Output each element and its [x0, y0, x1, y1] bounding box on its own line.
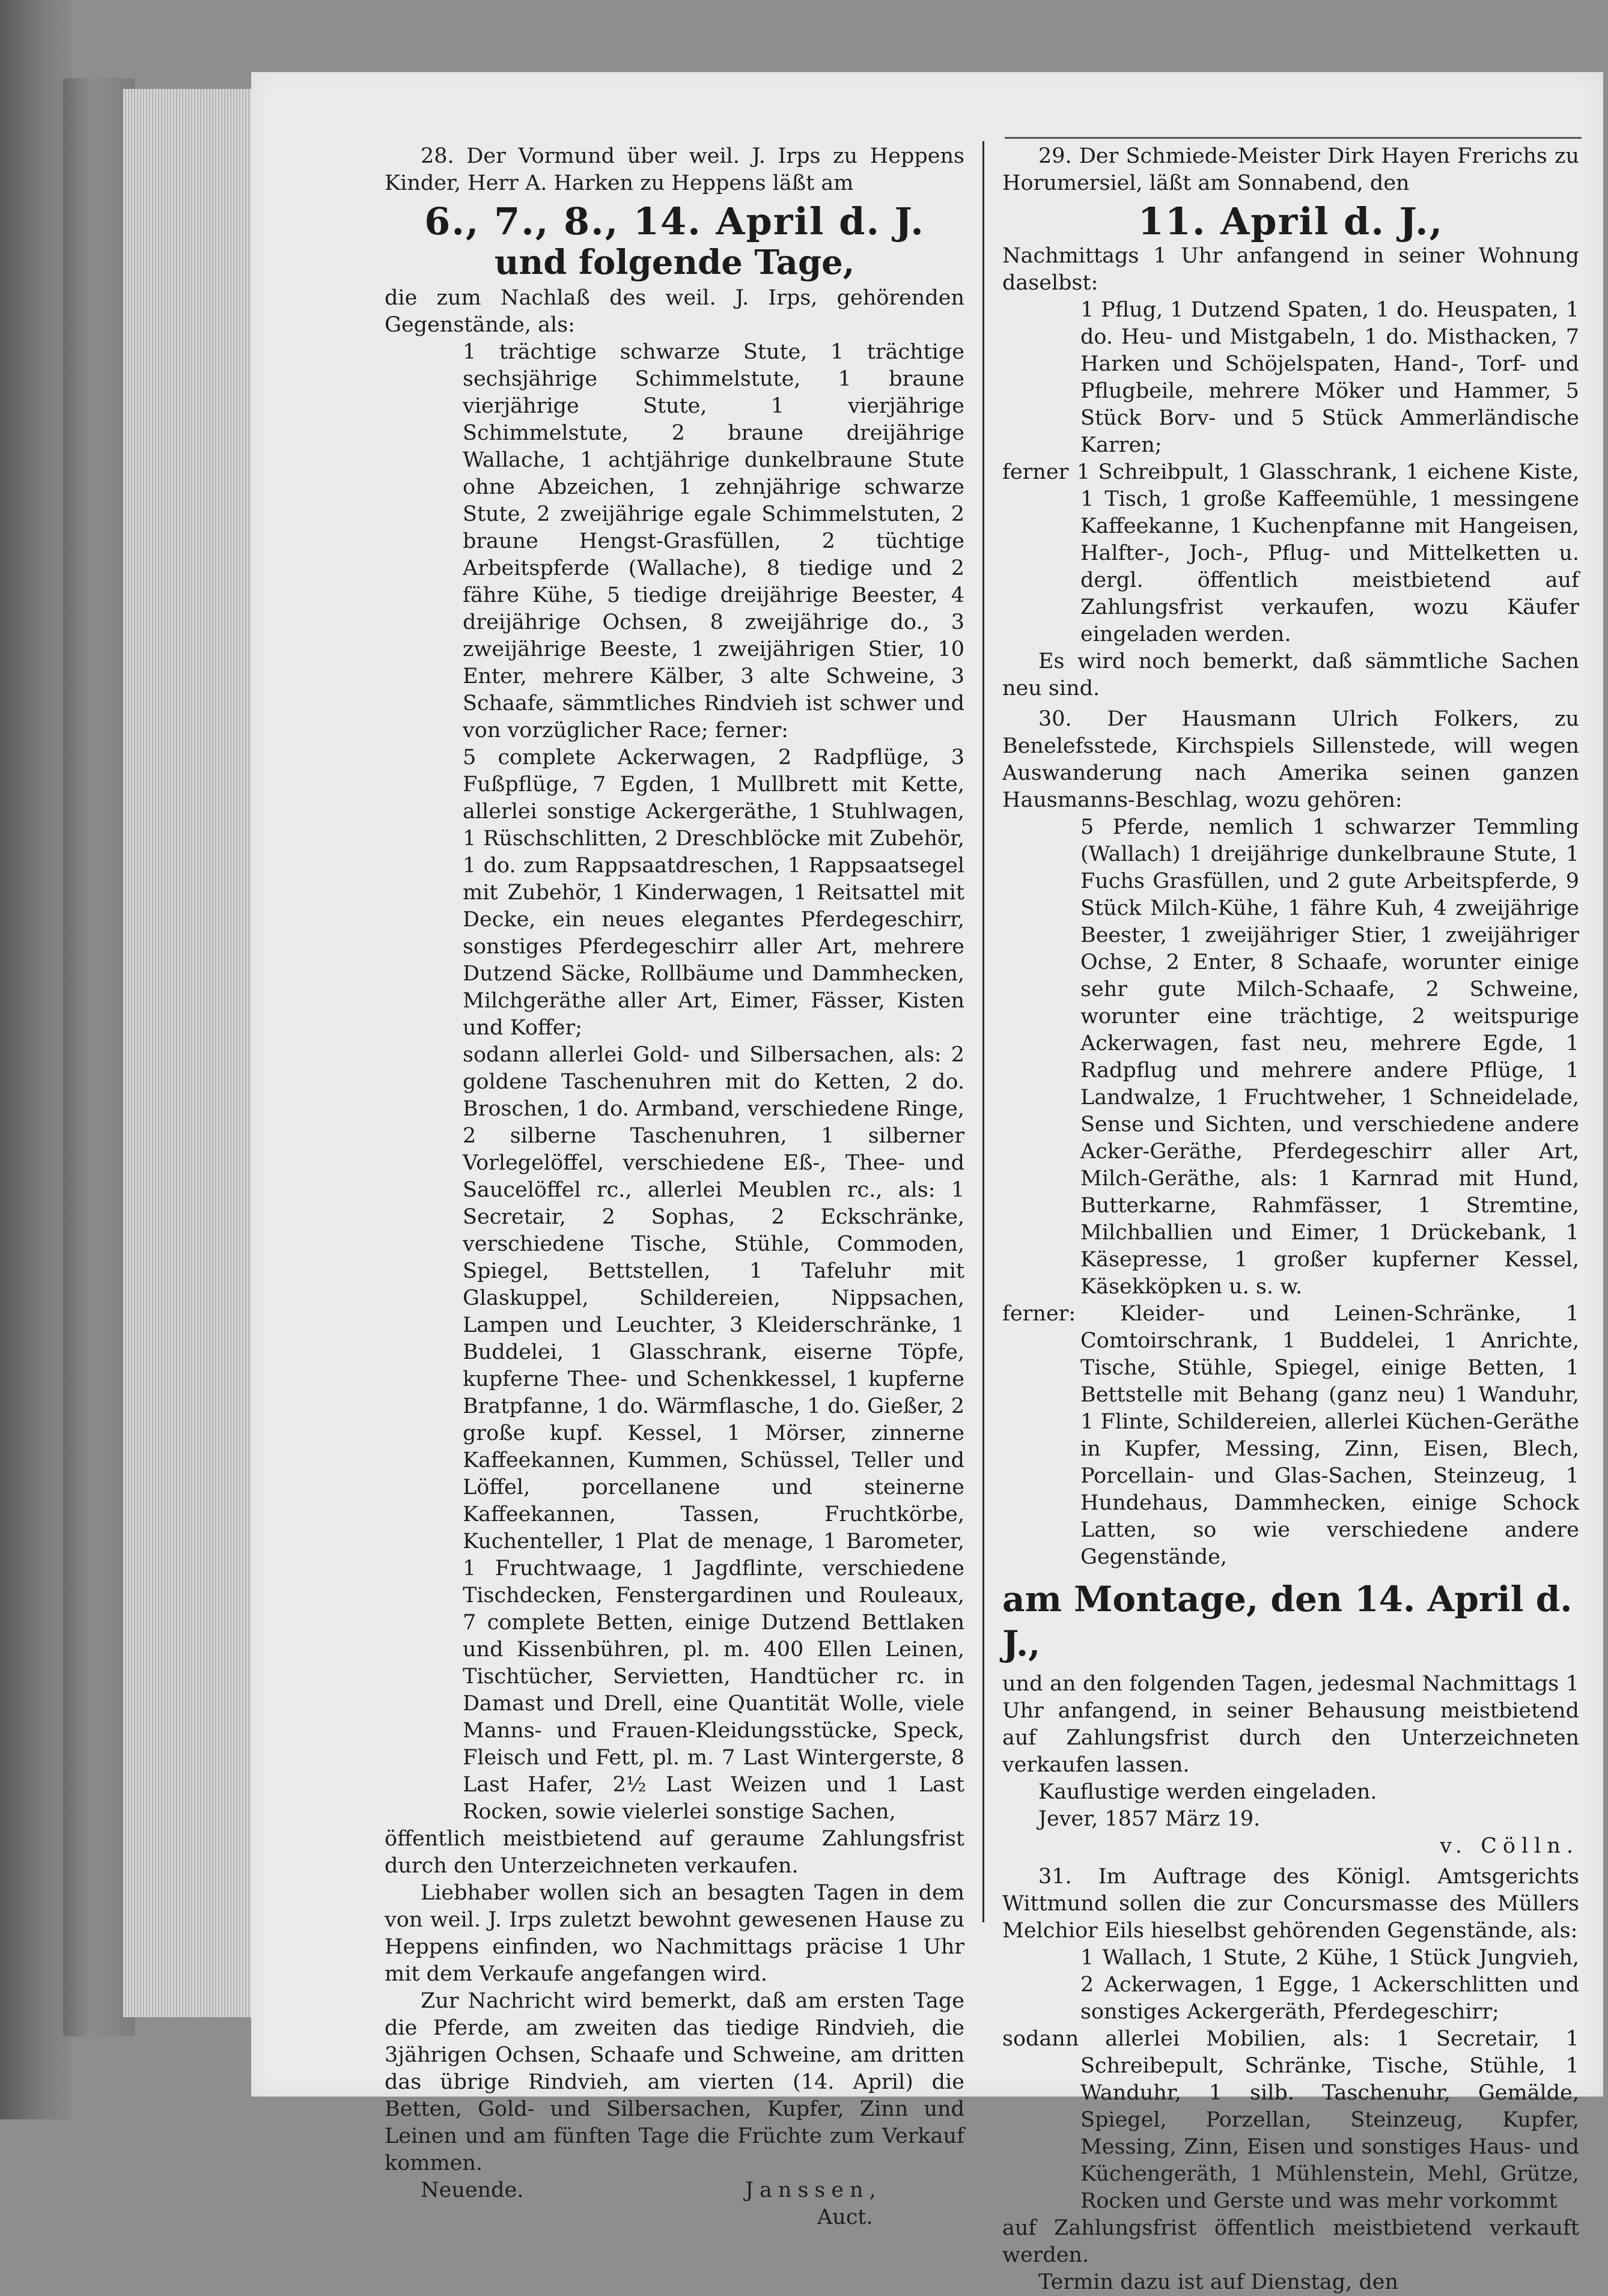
ad30-buyers: Kauflustige werden eingeladen.: [1038, 1780, 1377, 1804]
ad30-closing: und an den folgenden Tagen, jedesmal Nachmittags 1 Uhr anfangend, in seiner Behausung meistbietend auf Zahlungsfrist durch den Unterzeichneten verkaufen lassen.: [1002, 1672, 1579, 1777]
ad28-dates: 6., 7., 8., 14. April d. J.: [424, 199, 925, 243]
ad28-liebhaber: Liebhaber wollen sich an besagten Tagen in dem von weil. J. Irps zuletzt bewohnt gewesenen Hause zu Heppens einfinden, wo Nachmittags präcise 1 Uhr mit dem Verkaufe angefangen wird.: [385, 1881, 964, 1986]
ad31-closing: auf Zahlungsfrist öffentlich meistbietend verkauft werden.: [1002, 2216, 1579, 2267]
ad29-intro: 29. Der Schmiede-Meister Dirk Hayen Frerichs zu Horumersiel, läßt am Sonnabend, den: [1002, 144, 1579, 195]
ad30-signer: v. Cölln.: [1440, 1834, 1579, 1858]
ad28-signer-title: Auct.: [817, 2205, 873, 2229]
ad28-intro: 28. Der Vormund über weil. J. Irps zu Heppens Kinder, Herr A. Harken zu Heppens läßt am: [385, 144, 964, 195]
ad28-items-household: sodann allerlei Gold- und Silbersachen, als: 2 goldene Taschenuhren mit do Ketten, 2 do. Broschen, 1 do. Armband, verschiedene Ringe, 2 silberne Taschenuhren, 1 silberner Vorlegelöffel, verschiedene Eß-, Thee- und Saucelöffel rc., allerlei Meublen rc., als: 1 Secretair, 2 Sophas, 2 Eckschränke, verschiedene Tische, Stühle, Commoden, Spiegel, Bettstellen, 1 Tafeluhr mit Glaskuppel, Schildereien, Nippsachen, Lampen und Leuchter, 3 Kleiderschränke, 1 Buddelei, 1 Glasschrank, eiserne Töpfe, kupferne Thee- und Schenkkessel, 1 kupferne Bratpfanne, 1 do. Wärmflasche, 1 do. Gießer, 2 große kupf. Kessel, 1 Mörser, zinnerne Kaffeekannen, Kummen, Schüssel, Teller und Löffel, porcellanene und steinerne Kaffeekannen, Tassen, Fruchtkörbe, Kuchenteller, 1 Plat de menage, 1 Barometer, 1 Fruchtwaage, 1 Jagdflinte, verschiedene Tischdecken, Fenstergardinen und Rouleaux, 7 complete Betten, einige Dutzend Bettlaken und Kissenbühren, pl. m. 400 Ellen Leinen, Tischtücher, Servietten, Handtücher rc. in Damast und Drell, eine Quantität Wolle, viele Manns- und Frauen-Kleidungsstücke, Speck, Fleisch und Fett, pl. m. 7 Last Wintergerste, 8 Last Hafer, 2½ Last Weizen und 1 Last Rocken, sowie vielerlei sonstige Sachen,: [463, 1043, 964, 1824]
column-divider: [982, 141, 984, 1922]
ad31-intro: 31. Im Auftrage des Königl. Amtsgerichts Wittmund sollen die zur Concursmasse des Müllers Melchior Eils hieselbst gehörenden Gegenstände, als:: [1002, 1865, 1579, 1943]
ad28-lead: die zum Nachlaß des weil. J. Irps, gehörenden Gegenstände, als:: [385, 286, 964, 337]
ad28-items-livestock: 1 trächtige schwarze Stute, 1 trächtige sechsjährige Schimmelstute, 1 braune vierjährige Stute, 1 vierjährige Schimmelstute, 2 braune dreijährige Wallache, 1 achtjährige dunkelbraune Stute ohne Abzeichen, 1 zehnjährige schwarze Stute, 2 zweijährige egale Schimmelstuten, 2 braune Hengst-Grasfüllen, 2 tüchtige Arbeitspferde (Wallache), 8 tiedige und 2 fähre Kühe, 5 tiedige dreijährige Beester, 4 dreijährige Ochsen, 8 zweijährige do., 3 zweijährige Beeste, 1 zweijährigen Stier, 10 Enter, mehrere Kälber, 3 alte Schweine, 3 Schaafe, sämmtliches Rindvieh ist schwer und von vorzüglicher Race; ferner:: [463, 340, 964, 743]
ad28-signer: Janssen,: [745, 2178, 882, 2202]
ad30-intro: 30. Der Hausmann Ulrich Folkers, zu Benelefsstede, Kirchspiels Sillenstede, will wegen Auswanderung nach Amerika seinen ganzen Hausmanns-Beschlag, wozu gehören:: [1002, 707, 1579, 812]
ad31-items-livestock: 1 Wallach, 1 Stute, 2 Kühe, 1 Stück Jungvieh, 2 Ackerwagen, 1 Egge, 1 Ackerschlitten und sonstiges Ackergeräth, Pferdegeschirr;: [1080, 1946, 1579, 2024]
ad29-items-furniture: ferner 1 Schreibpult, 1 Glasschrank, 1 eichene Kiste, 1 Tisch, 1 große Kaffeemühle, 1 messingene Kaffeekanne, 1 Kuchenpfanne mit Hangeisen, Halfter-, Joch-, Pflug- und Mittelketten u. dergl. öffentlich meistbietend auf Zahlungsfrist verkaufen, wozu Käufer eingeladen werden.: [1002, 460, 1579, 646]
left-column: [385, 143, 964, 2231]
ad28-place: Neuende.: [421, 2178, 524, 2202]
ad30-items-livestock: 5 Pferde, nemlich 1 schwarzer Temmling (Wallach) 1 dreijährige dunkelbraune Stute, 1 Fuchs Grasfüllen, und 2 gute Arbeitspferde, 9 Stück Milch-Kühe, 1 fähre Kuh, 4 zweijährige Beester, 1 zweijähriger Stier, 1 zweijähriger Ochse, 2 Enter, 8 Schaafe, worunter einige sehr gute Milch-Schaafe, 2 Schweine, worunter eine trächtige, 2 weitspurige Ackerwagen, fast neu, mehrere Egde, 1 Radpflug und mehrere andere Pflüge, 1 Landwalze, 1 Fruchtweher, 1 Schneidelade, Sense und Sichten, und verschiedene andere Acker-Geräthe, Pferdegeschirr aller Art, Milch-Geräthe, als: 1 Karnrad mit Hund, Butterkarne, Rahmfässer, 1 Stremtine, Milchballien und Eimer, 1 Drückebank, 1 Käsepresse, 1 großer kupferner Kessel, Käsekköpken u. s. w.: [1080, 815, 1579, 1299]
ad29-note: Es wird noch bemerkt, daß sämmtliche Sachen neu sind.: [1002, 649, 1579, 700]
ad29-lead: Nachmittags 1 Uhr anfangend in seiner Wohnung daselbst:: [1002, 244, 1579, 295]
right-column: [1002, 143, 1579, 2296]
ad29-date: 11. April d. J.,: [1137, 199, 1444, 243]
ad28-nachricht: Zur Nachricht wird bemerkt, daß am ersten Tage die Pferde, am zweiten das tiedige Rindvieh, die 3jährigen Ochsen, Schaafe und Schweine, am dritten das übrige Rindvieh, am vierten (14. April) die Betten, Gold- und Silbersachen, Kupfer, Zinn und Leinen und am fünften Tage die Früchte zum Verkauf kommen.: [385, 1989, 964, 2175]
ad30-place-date: Jever, 1857 März 19.: [1038, 1807, 1261, 1831]
ad31-termin: Termin dazu ist auf Dienstag, den: [1038, 2270, 1399, 2294]
ad28-closing: öffentlich meistbietend auf geraume Zahlungsfrist durch den Unterzeichneten verkaufen.: [385, 1827, 964, 1878]
scan-background-left: [0, 0, 72, 2119]
ad29-items-tools: 1 Pflug, 1 Dutzend Spaten, 1 do. Heuspaten, 1 do. Heu- und Mistgabeln, 1 do. Misthacken, 7 Harken und Schöjelspaten, Hand-, Torf- und Pflugbeile, mehrere Möker und Hammer, 5 Stück Borv- und 5 Stück Ammerländische Karren;: [1080, 298, 1579, 457]
ad30-items-household: ferner: Kleider- und Leinen-Schränke, 1 Comtoirschrank, 1 Buddelei, 1 Anrichte, Tische, Stühle, Spiegel, einige Betten, 1 Bettstelle mit Behang (ganz neu) 1 Wanduhr, 1 Flinte, Schildereien, allerlei Küchen-Geräthe in Kupfer, Messing, Zinn, Eisen, Blech, Porcellain- und Glas-Sachen, Steinzeug, 1 Hundehaus, Dammhecken, einige Schock Latten, so wie verschiedene andere Gegenstände,: [1002, 1302, 1579, 1569]
ad30-date-line: am Montage, den 14. April d. J.,: [1002, 1579, 1573, 1664]
top-rule: [1005, 137, 1582, 139]
page-stack-edges: [123, 89, 254, 2017]
ad28-items-equipment: 5 complete Ackerwagen, 2 Radpflüge, 3 Fußpflüge, 7 Egden, 1 Mullbrett mit Kette, allerlei sonstige Ackergeräthe, 1 Stuhlwagen, 1 Rüschschlitten, 2 Dreschblöcke mit Zubehör, 1 do. zum Rappsaatdreschen, 1 Rappsaatsegel mit Zubehör, 1 Kinderwagen, 1 Reitsattel mit Decke, ein neues elegantes Pferdegeschirr, sonstiges Pferdegeschirr aller Art, mehrere Dutzend Säcke, Rollbäume und Dammhecken, Milchgeräthe aller Art, Eimer, Fässer, Kisten und Koffer;: [463, 746, 964, 1040]
ad28-subheading: und folgende Tage,: [494, 243, 855, 282]
ad31-items-furniture: sodann allerlei Mobilien, als: 1 Secretair, 1 Schreibepult, Schränke, Tische, Stühle, 1 Wanduhr, 1 silb. Taschenuhr, Gemälde, Spiegel, Porzellan, Steinzeug, Kupfer, Messing, Zinn, Eisen und sonstiges Haus- und Küchengeräth, 1 Mühlenstein, Mehl, Grütze, Rocken und Gerste und was mehr vorkommt: [1002, 2027, 1579, 2213]
